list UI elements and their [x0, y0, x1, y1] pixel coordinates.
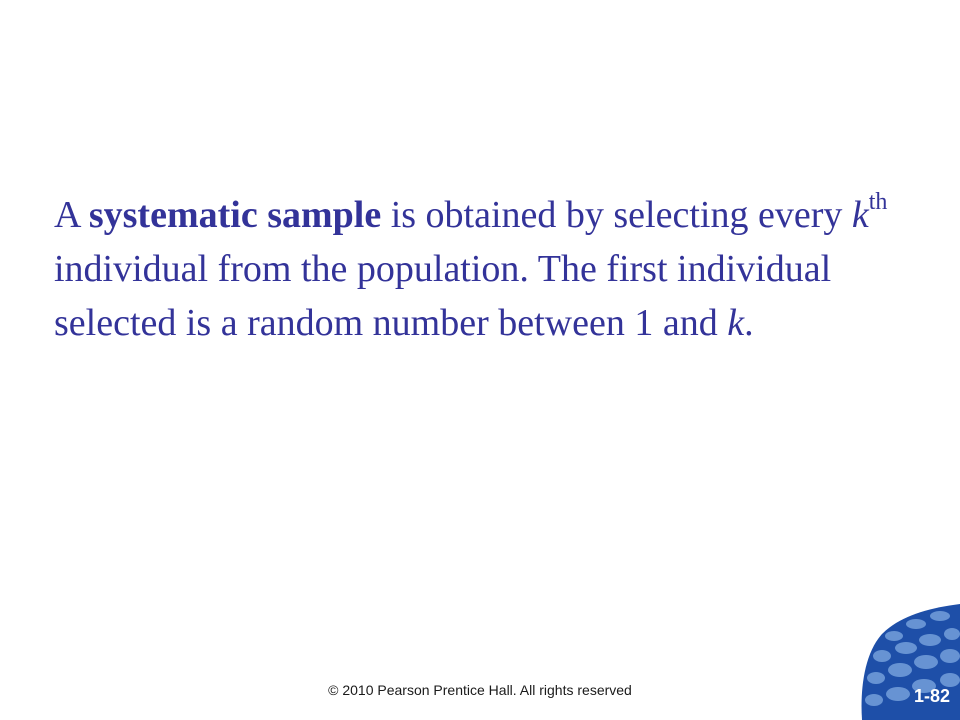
definition-text: [54, 188, 924, 350]
superscript-th: th: [868, 189, 888, 216]
slide-number: 1-82: [913, 686, 950, 706]
variable-k: k: [727, 302, 745, 344]
text-segment: individual from the population. The first individual selected is a random number between 1 and: [54, 248, 832, 344]
term-systematic-sample: systematic sample: [88, 194, 382, 236]
text-segment: A: [54, 194, 89, 236]
text-segment: .: [744, 302, 754, 344]
variable-k: k: [851, 194, 869, 236]
copyright-footer: © 2010 Pearson Prentice Hall. All rights reserved: [328, 682, 632, 698]
text-segment: is obtained by selecting every: [381, 194, 852, 236]
